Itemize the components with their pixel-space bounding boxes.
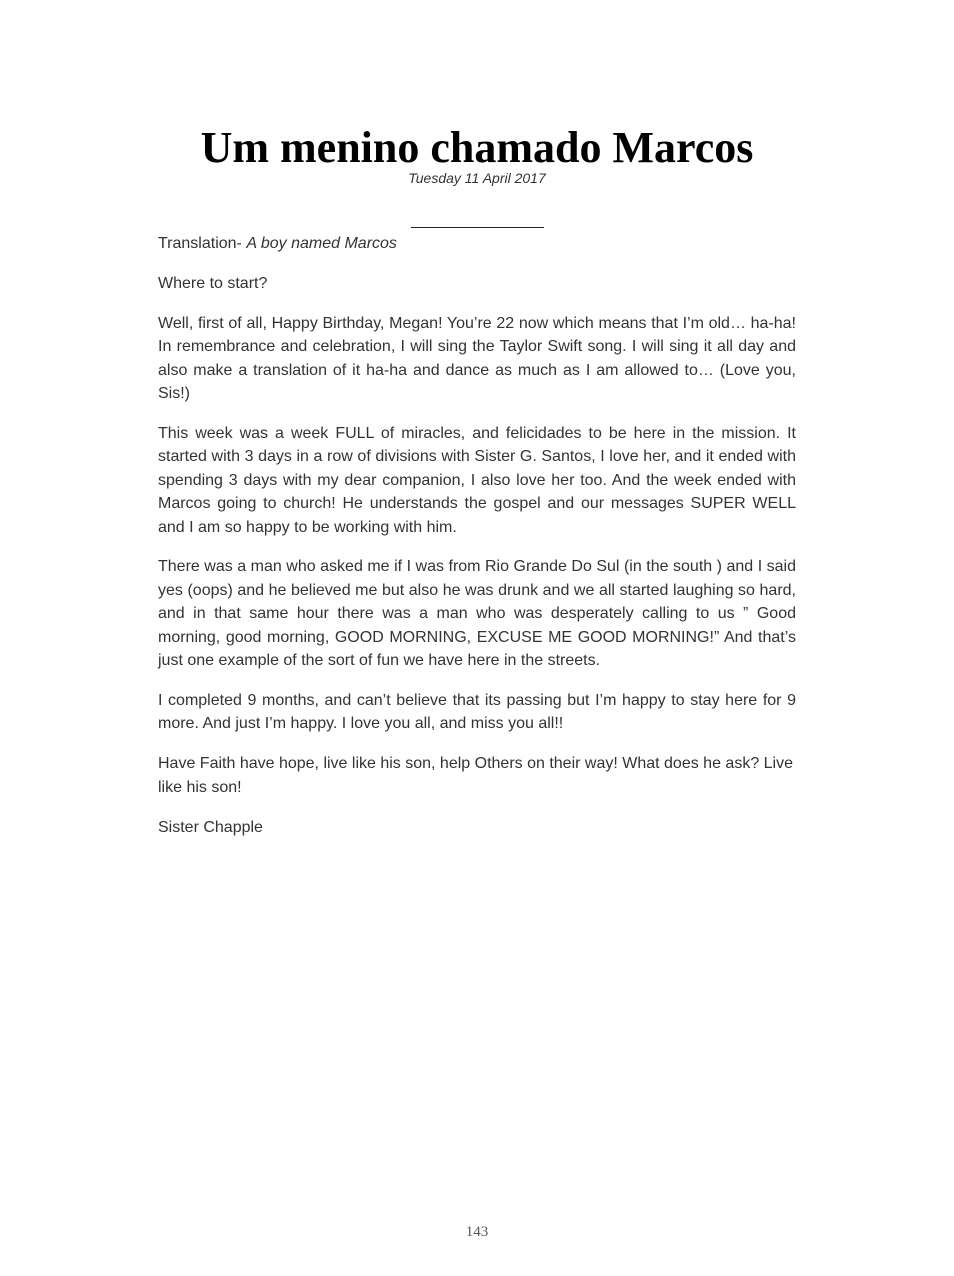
article-body — [158, 232, 796, 856]
paragraph-faith: Have Faith have hope, live like his son, help Others on their way! What does he ask? Live like his son! — [158, 755, 794, 796]
translation-prefix: Translation- — [158, 235, 247, 252]
signature: Sister Chapple — [158, 818, 263, 836]
paragraph-good-morning: There was a man who asked me if I was from Rio Grande Do Sul (in the south ) and I said yes (oops) and he believed me but also he was drunk and we all started laughing so hard, and in that same hour there was a man who was desperately calling to us ” Good morning, good morning, GOOD MORNING, EXCUSE ME GOOD MORNING!” And that’s just one example of the sort of fun we have here in the streets. — [158, 558, 796, 670]
translation-title: A boy named Marcos — [246, 235, 397, 252]
paragraph-birthday: Well, first of all, Happy Birthday, Megan! You’re 22 now which means that I’m old… ha-ha! In remembrance and celebration, I will sing the Taylor Swift song. I will sing it all day and also make a translation of it ha-ha and dance as much as I am allowed to… (Love you, Sis!) — [158, 314, 796, 403]
post-date: Tuesday 11 April 2017 — [408, 170, 546, 186]
page-title: Um menino chamado Marcos — [200, 123, 754, 172]
translation-line — [158, 232, 796, 255]
paragraph-nine-months: I completed 9 months, and can’t believe that its passing but I’m happy to stay here for 9 more. And just I’m happy. I love you all, and miss you all!! — [158, 692, 796, 733]
paragraph-miracles: This week was a week FULL of miracles, and felicidades to be here in the mission. It started with 3 days in a row of divisions with Sister G. Santos, I love her, and it ended with spending 3 days with my dear companion, I also love her too. And the week ended with Marcos going to church! He understands the gospel and our messages SUPER WELL and I am so happy to be working with him. — [158, 424, 796, 536]
page-number: 143 — [465, 1224, 489, 1240]
title-divider — [411, 227, 544, 228]
paragraph-intro: Where to start? — [158, 274, 268, 292]
